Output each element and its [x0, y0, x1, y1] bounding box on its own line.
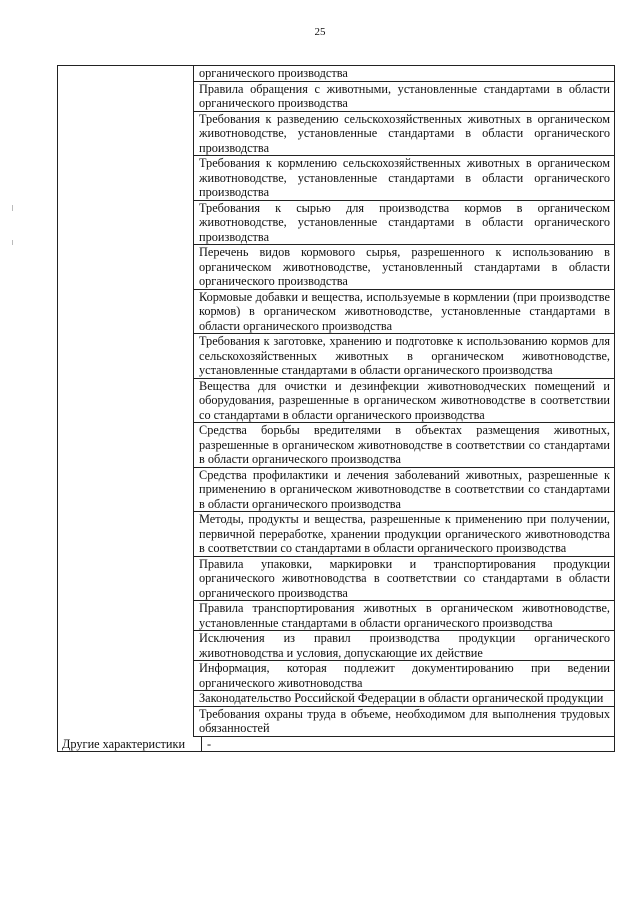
table-row [58, 290, 615, 335]
table-row [58, 201, 615, 246]
requirement-cell: Требования к кормлению сельскохозяйственных животных в органическом животноводстве, установленные стандартами в области органического производства [194, 156, 615, 201]
requirement-cell: Перечень видов кормового сырья, разрешенного к использованию в органическом животноводстве, установленный стандартами в области органического производства [194, 245, 615, 290]
table-row [58, 707, 615, 737]
other-characteristics-label: Другие характеристики [58, 737, 202, 753]
scan-artifact-line [12, 240, 13, 245]
left-cell-empty [58, 290, 194, 335]
left-cell-empty [58, 691, 194, 707]
table-row [58, 661, 615, 691]
requirement-cell: Требования к заготовке, хранению и подготовке к использованию кормов для сельскохозяйственных животных в органическом животноводстве, установленные стандартами в области органического производства [194, 334, 615, 379]
left-cell-empty [58, 601, 194, 631]
table-row [58, 557, 615, 602]
requirement-cell: органического производства [194, 66, 615, 82]
requirement-cell: Законодательство Российской Федерации в области органической продукции [194, 691, 615, 707]
table-row [58, 631, 615, 661]
requirement-cell: Правила транспортирования животных в органическом животноводстве, установленные стандартами в области органического производства [194, 601, 615, 631]
other-characteristics-value: - [202, 737, 615, 753]
requirement-cell: Средства борьбы вредителями в объектах размещения животных, разрешенные в органическом животноводстве в соответствии со стандартами в области органического производства [194, 423, 615, 468]
left-cell-empty [58, 156, 194, 201]
left-cell-empty [58, 707, 194, 737]
left-cell-empty [58, 334, 194, 379]
left-cell-empty [58, 661, 194, 691]
table-row [58, 423, 615, 468]
requirement-cell: Требования охраны труда в объеме, необходимом для выполнения трудовых обязанностей [194, 707, 615, 737]
requirement-cell: Информация, которая подлежит документированию при ведении органического животноводства [194, 661, 615, 691]
table-row [58, 379, 615, 424]
left-cell-empty [58, 112, 194, 157]
left-cell-empty [58, 245, 194, 290]
requirement-cell: Требования к разведению сельскохозяйственных животных в органическом животноводстве, установленные стандартами в области органического производства [194, 112, 615, 157]
table-row [58, 468, 615, 513]
left-cell-empty [58, 82, 194, 112]
table-row [58, 82, 615, 112]
table-row [58, 156, 615, 201]
requirement-cell: Правила обращения с животными, установленные стандартами в области органического производства [194, 82, 615, 112]
requirement-cell: Требования к сырью для производства кормов в органическом животноводстве, установленные стандартами в области органического производства [194, 201, 615, 246]
left-cell-empty [58, 631, 194, 661]
left-cell-empty [58, 468, 194, 513]
requirement-cell: Кормовые добавки и вещества, используемые в кормлении (при производстве кормов) в органическом животноводстве, установленные стандартами в области органического производства [194, 290, 615, 335]
requirement-cell: Исключения из правил производства продукции органического животноводства и условия, допускающие их действие [194, 631, 615, 661]
requirement-cell: Вещества для очистки и дезинфекции животноводческих помещений и оборудования, разрешенные в органическом животноводстве в соответствии со стандартами в области органического производства [194, 379, 615, 424]
table-row [58, 245, 615, 290]
left-cell-empty [58, 379, 194, 424]
table-row-other [58, 737, 615, 753]
requirements-table [57, 65, 615, 752]
requirement-cell: Правила упаковки, маркировки и транспортирования продукции органического животноводства в соответствии со стандартами в области органического производства [194, 557, 615, 602]
table-row [58, 601, 615, 631]
left-cell-empty [58, 66, 194, 82]
table-row [58, 691, 615, 707]
left-cell-empty [58, 201, 194, 246]
table-row [58, 334, 615, 379]
requirement-cell: Методы, продукты и вещества, разрешенные к применению при получении, первичной переработке, хранении продукции органического животноводства в соответствии со стандартами в области органического производства [194, 512, 615, 557]
page-number: 25 [314, 26, 326, 38]
scan-artifact-line [12, 205, 13, 211]
left-cell-empty [58, 423, 194, 468]
requirement-cell: Средства профилактики и лечения заболеваний животных, разрешенные к применению в органическом животноводстве в соответствии со стандартами в области органического производства [194, 468, 615, 513]
table-row [58, 512, 615, 557]
left-cell-empty [58, 512, 194, 557]
table-row [58, 66, 615, 82]
left-cell-empty [58, 557, 194, 602]
table-row [58, 112, 615, 157]
